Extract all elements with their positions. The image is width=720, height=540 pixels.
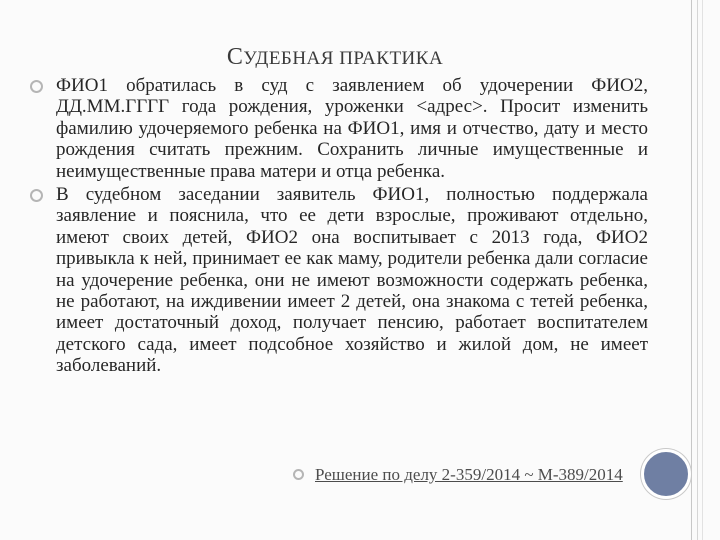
slide-title-rest: УДЕБНАЯ ПРАКТИКА bbox=[243, 48, 444, 69]
case-link-item bbox=[293, 465, 645, 484]
bullet-text-1: ФИО1 обратилась в суд с заявлением об удочерении ФИО2, ДД.ММ.ГГГГ года рождения, уроженки <адрес>. Просит изменить фамилию удочеряемого ребенка на ФИО1, имя и отчество, дату и место рождения считать прежним. Сохранить личные имущественные и неимущественные права матери и отца ребенка. bbox=[56, 75, 648, 182]
decorative-rail bbox=[697, 0, 698, 540]
slide-title-cap: С bbox=[226, 44, 244, 70]
bullet-text-2: В судебном заседании заявитель ФИО1, полностью поддержала заявление и пояснила, что ее дети взрослые, проживают отдельно, имеют своих детей, ФИО2 она воспитывает с 2013 года, ФИО2 привыкла к ней, принимает ее как маму, родители ребенка дали согласие на удочерение ребенка, они не имеют возможности содержать ребенка, не работают, на иждивении имеет 2 детей, она знакома с тетей ребенка, имеет достаточный доход, получает пенсию, работает воспитателем детского сада, имеет подсобное хозяйство и жилой дом, не имеет заболеваний. bbox=[56, 184, 648, 377]
slide-title bbox=[0, 44, 670, 71]
ring-bullet-icon bbox=[30, 80, 43, 93]
ring-bullet-icon bbox=[293, 469, 304, 480]
bullet-item-2 bbox=[28, 184, 648, 377]
ring-bullet-icon bbox=[30, 189, 43, 202]
case-decision-link[interactable]: Решение по делу 2-359/2014 ~ М-389/2014 bbox=[315, 465, 623, 484]
slide-content bbox=[28, 75, 648, 379]
decorative-rail bbox=[702, 0, 703, 540]
circle-decoration bbox=[641, 449, 691, 499]
decorative-rail bbox=[691, 0, 692, 540]
bullet-item-1 bbox=[28, 75, 648, 182]
